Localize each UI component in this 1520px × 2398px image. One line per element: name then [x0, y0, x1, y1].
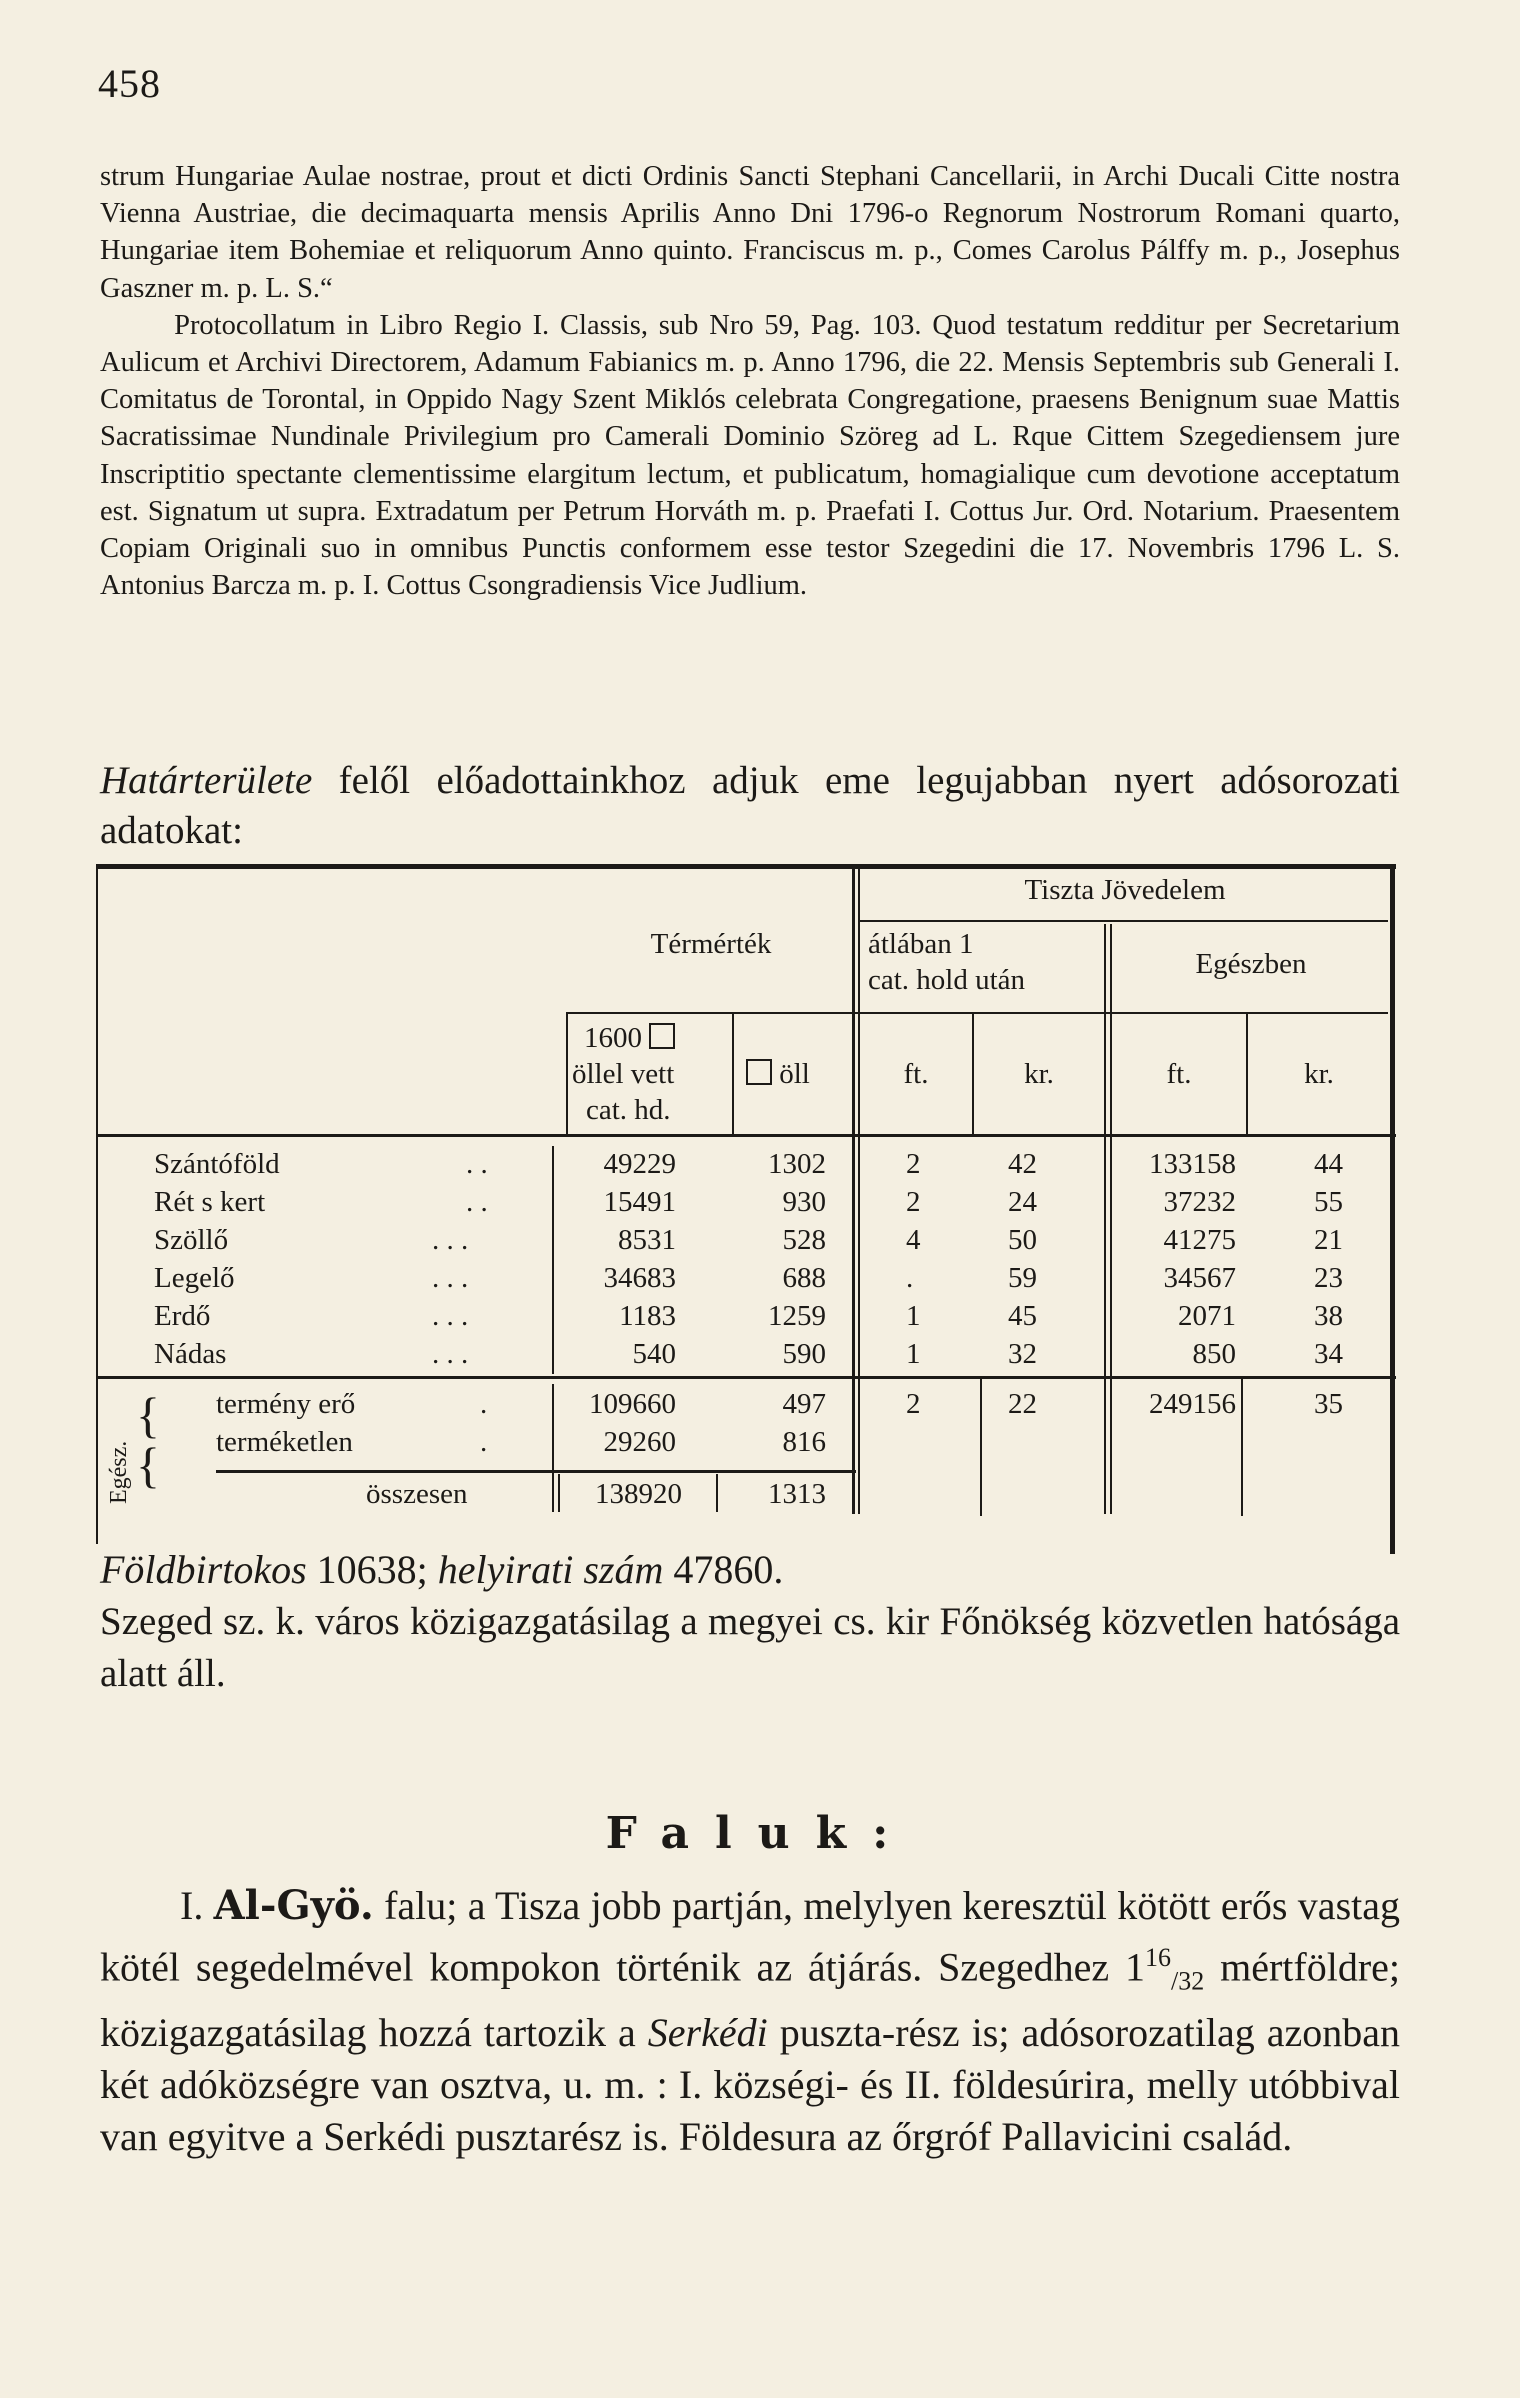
sub-header-ft: ft. [903, 1058, 929, 1090]
table-rule [858, 920, 1388, 922]
cell-kr-total: 23 [1314, 1262, 1343, 1294]
cell-kr: 24 [1008, 1186, 1037, 1218]
village-text-2: mértföldre; közigazgatásilag hozzá tartozik a [100, 1944, 1400, 2056]
cell-hold: 1183 [619, 1300, 676, 1332]
sub-header-oll [746, 1058, 810, 1091]
cell-hold: 8531 [618, 1224, 676, 1256]
cell-oll: 590 [782, 1338, 826, 1370]
total-hold: 138920 [595, 1478, 682, 1510]
table-rule [96, 1134, 1396, 1137]
table-rule [732, 1012, 734, 1136]
cell-hold: 15491 [603, 1186, 676, 1218]
sub-oll-text: öll [779, 1058, 810, 1090]
cell-oll: 930 [782, 1186, 826, 1218]
table-rule [558, 1474, 560, 1512]
cell-ft: 4 [906, 1224, 921, 1256]
cell-ft-total: 133158 [1149, 1148, 1236, 1180]
cell-kr: 32 [1008, 1338, 1037, 1370]
cell-kr: 59 [1008, 1262, 1037, 1294]
row-label: Nádas [154, 1338, 227, 1370]
village-name: Al-Gyö. [213, 1882, 374, 1929]
table-rule [1241, 1376, 1243, 1516]
cell-hold: 49229 [603, 1148, 676, 1180]
latin-paragraph-1: strum Hungariae Aulae nostrae, prout et dicti Ordinis Sancti Stephani Cancellarii, in Archi Ducali Citte nostra Vienna Austriae, die decimaquarta mensis Aprilis Anno Dni 1796-o Regnorum Nostrorum Romani quarto, Hungariae item Bohemiae et reliquorum Anno quinto. Franciscus m. p., Comes Carolus Pálffy m. p., Josephus Gaszner m. p. L. S.“ [100, 161, 1400, 304]
land-owner-number: 10638; [306, 1547, 438, 1592]
cell-oll: 497 [782, 1388, 826, 1420]
sub-header-kr: kr. [1024, 1058, 1054, 1090]
total-label: összesen [366, 1478, 468, 1510]
cell-ft-total: 249156 [1149, 1388, 1236, 1420]
cell-oll: 688 [782, 1262, 826, 1294]
land-owner-line [100, 1544, 1400, 1596]
cell-ft: 2 [906, 1186, 921, 1218]
row-label: Szöllő [154, 1224, 229, 1256]
fraction-sub: /32 [1171, 1966, 1205, 1996]
header-atlag-line2: cat. hold után [868, 964, 1026, 996]
cell-hold: 29260 [603, 1426, 676, 1458]
sub-header-1600 [584, 1022, 675, 1055]
cell-kr-total: 44 [1314, 1148, 1343, 1180]
cell-oll: 1259 [768, 1300, 826, 1332]
cell-ft-total: 2071 [1178, 1300, 1236, 1332]
table-top-rule [96, 864, 1396, 869]
square-icon [649, 1023, 675, 1049]
row-label: Rét s kert [154, 1186, 266, 1218]
row-dots: . . [466, 1186, 488, 1218]
cell-ft: 2 [906, 1388, 921, 1420]
cell-oll: 1302 [768, 1148, 826, 1180]
cell-kr-total: 38 [1314, 1300, 1343, 1332]
table-rule [980, 1376, 982, 1516]
total-oll: 1313 [768, 1478, 826, 1510]
sum-row-label: termény erő [216, 1388, 356, 1420]
land-owner-italic: Földbirtokos [100, 1547, 307, 1592]
table-rule [852, 864, 855, 1514]
intro-italic: Határterülete [100, 759, 313, 802]
sub-header-kr: kr. [1304, 1058, 1334, 1090]
side-label-egesz: Egész. [106, 1440, 132, 1504]
row-label: Szántóföld [154, 1148, 280, 1180]
row-dots: . . . [432, 1300, 469, 1332]
cell-kr: 50 [1008, 1224, 1037, 1256]
cell-kr-total: 21 [1314, 1224, 1343, 1256]
sum-row-dot: . [480, 1426, 488, 1458]
cell-kr-total: 34 [1314, 1338, 1343, 1370]
cell-kr: 45 [1008, 1300, 1037, 1332]
cell-kr: 22 [1008, 1388, 1037, 1420]
village-text-3: puszta-rész is; adósorozatilag azonban két adóközségre van osztva, u. m. : I. községi- és II. földesúrira, melly utóbbival van egyitve a Serkédi pusztarész is. Földesura az őrgróf Pallavicini család. [100, 2010, 1400, 2160]
village-text-1: falu; a Tisza jobb partján, melylyen keresztül kötött erős vastag kötél segedelmével kompokon történik az átjárás. Szegedhez 1 [100, 1883, 1400, 1990]
village-number: I. [180, 1883, 214, 1928]
table-rule [96, 864, 98, 1544]
row-dots: . . [466, 1148, 488, 1180]
table-rule [552, 1146, 554, 1374]
place-number-italic: helyirati szám [437, 1547, 664, 1592]
cell-oll: 816 [782, 1426, 826, 1458]
after-paragraph: Szeged sz. k. város közigazgatásilag a megyei cs. kir Főnökség közvetlen hatósága alatt áll. [100, 1600, 1400, 1695]
cell-ft: 1 [906, 1300, 921, 1332]
land-table [96, 864, 1396, 1554]
cell-oll: 528 [782, 1224, 826, 1256]
sum-row-label: terméketlen [216, 1426, 353, 1458]
cell-hold: 34683 [603, 1262, 676, 1294]
cell-kr-total: 55 [1314, 1186, 1343, 1218]
after-table-text [100, 1544, 1400, 1700]
cell-ft-total: 850 [1192, 1338, 1236, 1370]
sub-header-ft: ft. [1166, 1058, 1192, 1090]
table-rule [858, 864, 860, 1514]
table-rule [216, 1470, 856, 1473]
section-heading: Faluk: [605, 1808, 915, 1859]
fraction-sup: 16 [1145, 1943, 1171, 1972]
sub-header-ollel: öllel vett [572, 1058, 675, 1090]
sub-header-cathd: cat. hd. [586, 1094, 671, 1126]
cell-hold: 540 [632, 1338, 676, 1370]
row-dots: . . . [432, 1224, 469, 1256]
village-italic: Serkédi [647, 2010, 768, 2056]
table-rule [1104, 1146, 1106, 1374]
cell-ft: . [906, 1262, 914, 1294]
square-icon [746, 1059, 772, 1085]
row-dots: . . . [432, 1338, 469, 1370]
cell-ft-total: 34567 [1163, 1262, 1236, 1294]
table-rule [566, 1012, 1388, 1014]
place-number-value: 47860. [663, 1547, 784, 1592]
cell-ft: 2 [906, 1148, 921, 1180]
latin-text-block [100, 158, 1400, 604]
page-number: 458 [98, 61, 161, 106]
sub-1600-text: 1600 [584, 1022, 642, 1054]
village-paragraph [100, 1880, 1400, 2163]
cell-ft-total: 37232 [1163, 1186, 1236, 1218]
table-rule [566, 1012, 568, 1136]
row-dots: . . . [432, 1262, 469, 1294]
table-rule [1390, 864, 1395, 1554]
row-label: Erdő [154, 1300, 211, 1332]
table-rule [552, 1384, 554, 1512]
cell-kr-total: 35 [1314, 1388, 1343, 1420]
brace-icon: { [136, 1387, 160, 1443]
table-rule [96, 1376, 1396, 1379]
cell-ft: 1 [906, 1338, 921, 1370]
cell-ft-total: 41275 [1163, 1224, 1236, 1256]
brace-icon: { [136, 1437, 160, 1493]
sum-row-dot: . [480, 1388, 488, 1420]
header-egeszben: Egészben [1195, 948, 1307, 980]
cell-hold: 109660 [589, 1388, 676, 1420]
intro-rest: felől előadottainkhoz adjuk eme legujabban nyert adósorozati adatokat: [100, 759, 1400, 852]
latin-paragraph-2: Protocollatum in Libro Regio I. Classis, sub Nro 59, Pag. 103. Quod testatum redditur per Secretarium Aulicum et Archivi Directorem, Adamum Fabianics m. p. Anno 1796, die 22. Mensis Septembris sub Generali I. Comitatus de Torontal, in Oppido Nagy Szent Miklós celebrata Congregatione, praesens Benignum suae Mattis Sacratissimae Nundinale Privilegium pro Camerali Dominio Szöreg ad L. Rque Cittem Szegediensem jure Inscriptitio spectante clementissime elargitum lectum, et publicatum, homagialique cum devotione acceptatum est. Signatum ut supra. Extradatum per Petrum Horváth m. p. Praefati I. Cottus Jur. Ord. Notarium. Praesentem Copiam Originali suo in omnibus Punctis conformem esse testor Szegedini die 17. Novembris 1796 L. S. Antonius Barcza m. p. I. Cottus Csongradiensis Vice Judlium. [100, 309, 1400, 602]
header-tiszta-jovedelem: Tiszta Jövedelem [1024, 874, 1226, 906]
row-label: Legelő [154, 1262, 235, 1294]
intro-paragraph [100, 756, 1400, 856]
header-atlag-line1: átlában 1 [868, 928, 974, 960]
cell-kr: 42 [1008, 1148, 1037, 1180]
header-termertek: Térmérték [650, 928, 772, 960]
